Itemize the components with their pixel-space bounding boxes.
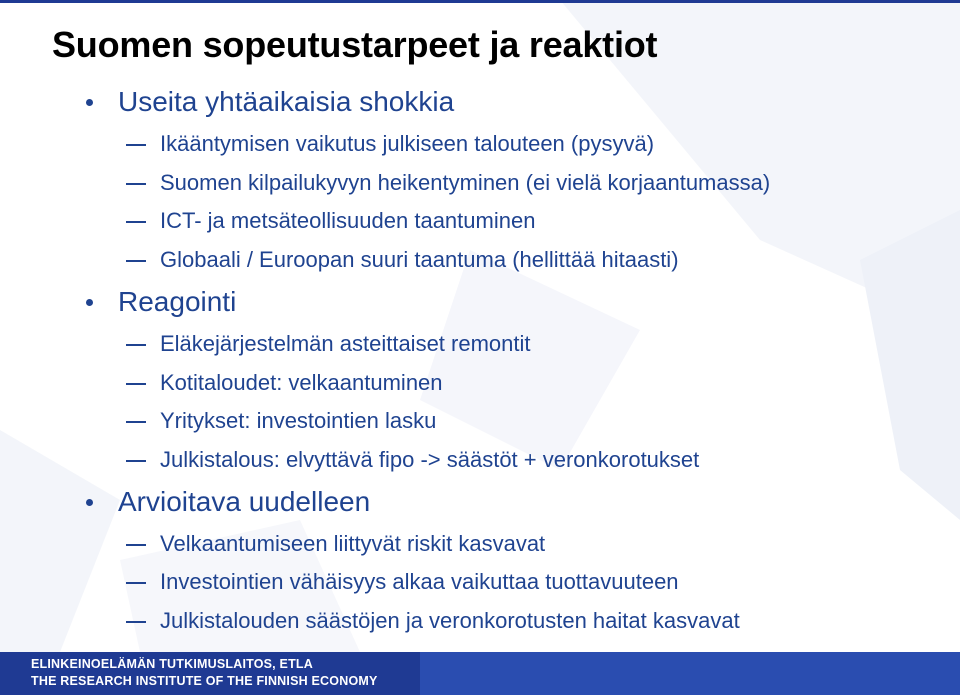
bullet-dot	[86, 99, 93, 106]
sub-bullet-text: Eläkejärjestelmän asteittaiset remontit	[160, 331, 531, 356]
sub-bullet-text: Julkistalouden säästöjen ja veronkorotusten haitat kasvavat	[160, 608, 740, 633]
top-rule	[0, 0, 960, 3]
dash-marker	[126, 183, 146, 185]
bullet-dot	[86, 299, 93, 306]
bullet-heading: Reagointi	[118, 286, 237, 317]
bullet-dot	[86, 499, 93, 506]
dash-marker	[126, 144, 146, 146]
sub-bullet-text: Yritykset: investointien lasku	[160, 408, 437, 433]
dash-marker	[126, 260, 146, 262]
dash-marker	[126, 383, 146, 385]
footer-org-name-fi: ELINKEINOELÄMÄN TUTKIMUSLAITOS, ETLA	[31, 657, 313, 671]
sub-bullet-text: Ikääntymisen vaikutus julkiseen talouteen (pysyvä)	[160, 131, 655, 156]
footer-light-panel	[420, 652, 960, 695]
dash-marker	[126, 582, 146, 584]
sub-bullet-text: Velkaantumiseen liittyvät riskit kasvavat	[160, 531, 546, 556]
sub-bullet-text: Kotitaloudet: velkaantuminen	[160, 370, 443, 395]
dash-marker	[126, 460, 146, 462]
footer-org-name-en: THE RESEARCH INSTITUTE OF THE FINNISH ECONOMY	[31, 674, 378, 688]
sub-bullet-text: Globaali / Euroopan suuri taantuma (hellittää hitaasti)	[160, 247, 679, 272]
sub-bullet-text: Investointien vähäisyys alkaa vaikuttaa tuottavuuteen	[160, 569, 679, 594]
dash-marker	[126, 544, 146, 546]
slide-title: Suomen sopeutustarpeet ja reaktiot	[52, 24, 658, 65]
sub-bullet-text: Julkistalous: elvyttävä fipo -> säästöt + veronkorotukset	[160, 447, 700, 472]
dash-marker	[126, 421, 146, 423]
dash-marker	[126, 221, 146, 223]
sub-bullet-text: Suomen kilpailukyvyn heikentyminen (ei vielä korjaantumassa)	[160, 170, 771, 195]
footer-bar	[0, 652, 960, 695]
dash-marker	[126, 621, 146, 623]
dash-marker	[126, 344, 146, 346]
sub-bullet-text: ICT- ja metsäteollisuuden taantuminen	[160, 208, 536, 233]
bullet-heading: Arvioitava uudelleen	[118, 486, 371, 517]
bullet-heading: Useita yhtäaikaisia shokkia	[118, 86, 455, 117]
